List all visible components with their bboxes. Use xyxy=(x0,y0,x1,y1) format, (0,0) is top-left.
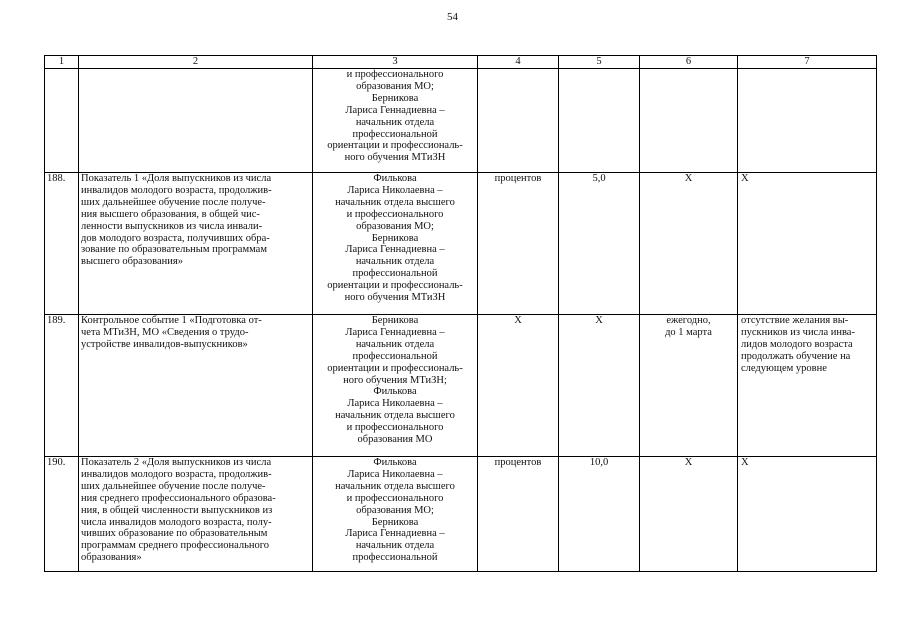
cell-line: профессиональной xyxy=(352,268,438,280)
cell-line: Лариса Геннадиевна – xyxy=(345,104,445,116)
indicator-description xyxy=(79,173,313,315)
cell-line: Филькова xyxy=(373,457,417,468)
cell-line: и профессионального xyxy=(346,492,444,504)
cell-line: Берникова xyxy=(371,315,419,326)
cell-line: и профессионального xyxy=(346,208,444,220)
cell-line: Лариса Геннадиевна – xyxy=(345,244,445,256)
unit-of-measure xyxy=(478,69,559,173)
cell-line: лидов молодого возраста xyxy=(741,338,853,350)
cell-line: Х xyxy=(684,173,693,184)
cell-line: чивших образование по образовательным xyxy=(81,528,268,540)
cell-line: дов молодого возраста, получивших обра- xyxy=(81,232,270,244)
cell-line: начальник отдела высшего xyxy=(335,480,455,492)
cell-line: Берникова xyxy=(371,92,419,104)
column-header: 7 xyxy=(738,56,877,69)
cell-line: до 1 марта xyxy=(665,326,712,338)
table-row xyxy=(45,69,877,173)
responsible-person xyxy=(313,173,478,315)
cell-line: Показатель 1 «Доля выпускников из числа xyxy=(81,173,272,184)
cell-line: ного обучения МТиЗН xyxy=(344,152,446,164)
target-value xyxy=(559,69,640,173)
cell-line: начальник отдела высшего xyxy=(335,410,455,422)
cell-line: следующем уровне xyxy=(741,362,827,374)
unit-of-measure: Х xyxy=(478,315,559,457)
cell-line: чета МТиЗН, МО «Сведения о трудо- xyxy=(81,326,249,338)
cell-line: образования МО; xyxy=(356,80,434,92)
target-value: 5,0 xyxy=(559,173,640,315)
cell-line: образования МО; xyxy=(356,220,434,232)
column-header-row xyxy=(45,56,877,69)
target-value: Х xyxy=(559,315,640,457)
column-header: 3 xyxy=(313,56,478,69)
cell-line: ния среднего профессионального образова- xyxy=(81,492,276,504)
cell-line: устройстве инвалидов-выпускников» xyxy=(81,338,248,350)
cell-line: Лариса Геннадиевна – xyxy=(345,528,445,540)
cell-line: ориентации и профессиональ- xyxy=(327,280,463,292)
responsible-person xyxy=(313,457,478,572)
deadline xyxy=(640,173,738,315)
table-row xyxy=(45,315,877,457)
cell-line: профессиональной xyxy=(352,128,438,140)
column-header: 1 xyxy=(45,56,79,69)
deadline xyxy=(640,69,738,173)
deadline xyxy=(640,457,738,572)
cell-line: начальник отдела высшего xyxy=(335,196,455,208)
cell-line: продолжать обучение на xyxy=(741,350,851,362)
cell-line: Лариса Николаевна – xyxy=(347,184,443,196)
responsible-person xyxy=(313,69,478,173)
cell-line: ших дальнейшее обучение после получе- xyxy=(81,480,266,492)
cell-line: профессиональной xyxy=(352,552,438,564)
indicator-description xyxy=(79,69,313,173)
risk-note xyxy=(738,457,877,572)
cell-line: образования МО; xyxy=(356,504,434,516)
cell-line: ния, в общей численности выпускников из xyxy=(81,504,273,516)
unit-of-measure: процентов xyxy=(478,173,559,315)
target-value: 10,0 xyxy=(559,457,640,572)
cell-line: ния высшего образования, в общей чис- xyxy=(81,208,260,220)
cell-line: высшего образования» xyxy=(81,256,183,268)
cell-line: отсутствие желания вы- xyxy=(741,315,849,326)
cell-line: инвалидов молодого возраста, продолжив- xyxy=(81,468,272,480)
cell-line: ших дальнейшее обучение после получе- xyxy=(81,196,266,208)
row-number: 189. xyxy=(45,315,79,457)
row-number: 188. xyxy=(45,173,79,315)
cell-line: числа инвалидов молодого возраста, полу- xyxy=(81,516,272,528)
cell-line: Показатель 2 «Доля выпускников из числа xyxy=(81,457,272,468)
row-number xyxy=(45,69,79,173)
cell-line: начальник отдела xyxy=(355,116,435,128)
table-row xyxy=(45,457,877,572)
program-table xyxy=(44,55,877,572)
cell-line: инвалидов молодого возраста, продолжив- xyxy=(81,184,272,196)
cell-line: Лариса Николаевна – xyxy=(347,398,443,410)
column-header: 6 xyxy=(640,56,738,69)
indicator-description xyxy=(79,315,313,457)
column-header: 2 xyxy=(79,56,313,69)
deadline xyxy=(640,315,738,457)
cell-line: начальник отдела xyxy=(355,540,435,552)
page-number: 54 xyxy=(447,11,458,23)
cell-line: Берникова xyxy=(371,516,419,528)
cell-line: программам среднего профессионального xyxy=(81,540,270,552)
risk-note xyxy=(738,69,877,173)
cell-line: Лариса Геннадиевна – xyxy=(345,326,445,338)
cell-line: Х xyxy=(741,457,749,468)
cell-line: образования» xyxy=(81,552,142,564)
cell-line: и профессионального xyxy=(346,422,444,434)
column-header: 5 xyxy=(559,56,640,69)
cell-line: ориентации и профессиональ- xyxy=(327,362,463,374)
cell-line: образования МО xyxy=(357,434,433,446)
unit-of-measure: процентов xyxy=(478,457,559,572)
risk-note xyxy=(738,173,877,315)
cell-line: Х xyxy=(684,457,693,468)
cell-line: профессиональной xyxy=(352,350,438,362)
cell-line: Контрольное событие 1 «Подготовка от- xyxy=(81,315,262,326)
table-row xyxy=(45,173,877,315)
cell-line: зование по образовательным программам xyxy=(81,244,267,256)
column-header: 4 xyxy=(478,56,559,69)
cell-line: ленности выпускников из числа инвали- xyxy=(81,220,263,232)
cell-line: Х xyxy=(741,173,749,184)
cell-line: начальник отдела xyxy=(355,338,435,350)
cell-line: ежегодно, xyxy=(666,315,711,326)
cell-line: и профессионального xyxy=(346,69,444,80)
cell-line: Лариса Николаевна – xyxy=(347,468,443,480)
indicator-description xyxy=(79,457,313,572)
cell-line: Филькова xyxy=(373,386,417,398)
cell-line: ного обучения МТиЗН; xyxy=(343,374,447,386)
row-number: 190. xyxy=(45,457,79,572)
cell-line: пускников из числа инва- xyxy=(741,326,855,338)
risk-note xyxy=(738,315,877,457)
cell-line: Филькова xyxy=(373,173,417,184)
cell-line: ного обучения МТиЗН xyxy=(344,292,446,304)
cell-line: ориентации и профессиональ- xyxy=(327,140,463,152)
responsible-person xyxy=(313,315,478,457)
cell-line: начальник отдела xyxy=(355,256,435,268)
cell-line: Берникова xyxy=(371,232,419,244)
